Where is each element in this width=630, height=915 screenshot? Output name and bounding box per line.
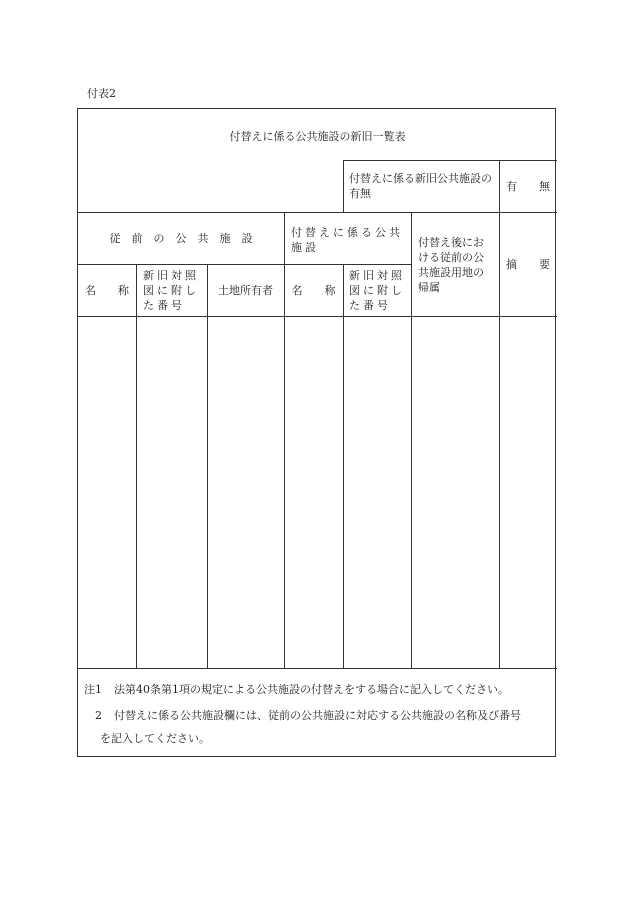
header-replacement-facilities: 付替えに係る公共施設 [291,226,403,254]
note-1-prefix: 注1 [84,683,102,696]
divider [207,264,208,668]
header-landowner: 土地所有者 [218,284,273,297]
divider [78,316,557,317]
table-title: 付替えに係る公共施設の新旧一覧表 [229,130,406,143]
note-2-prefix: 2 [95,709,102,722]
note-2-text-line1: 付替えに係る公共施設欄には、従前の公共施設に対応する公共施設の名称及び番号 [114,709,521,722]
header-attribution: 付替え後における従前の公共施設用地の帰属 [418,236,484,294]
divider [343,264,344,668]
header-number-former: 新旧対照図に附した番号 [143,269,199,312]
divider [343,160,344,212]
document-table [77,108,556,757]
header-former-facilities: 従 前 の 公 共 施 設 [109,232,253,245]
presence-value: 有 無 [506,180,550,193]
note-1-text: 法第40条第1項の規定による公共施設の付替えをする場合に記入してください。 [114,683,509,696]
divider [78,668,557,669]
note-2-text-line2: を記入してください。 [100,732,210,745]
divider [136,264,137,668]
table-label: 付表2 [87,87,116,100]
divider [411,212,412,668]
header-remarks: 摘 要 [506,258,550,271]
header-number-replacement: 新旧対照図に附した番号 [349,269,405,312]
header-name-replacement: 名 称 [291,284,336,297]
header-name-former: 名 称 [85,284,129,297]
presence-label: 付替えに係る新旧公共施設の有無 [349,172,492,200]
